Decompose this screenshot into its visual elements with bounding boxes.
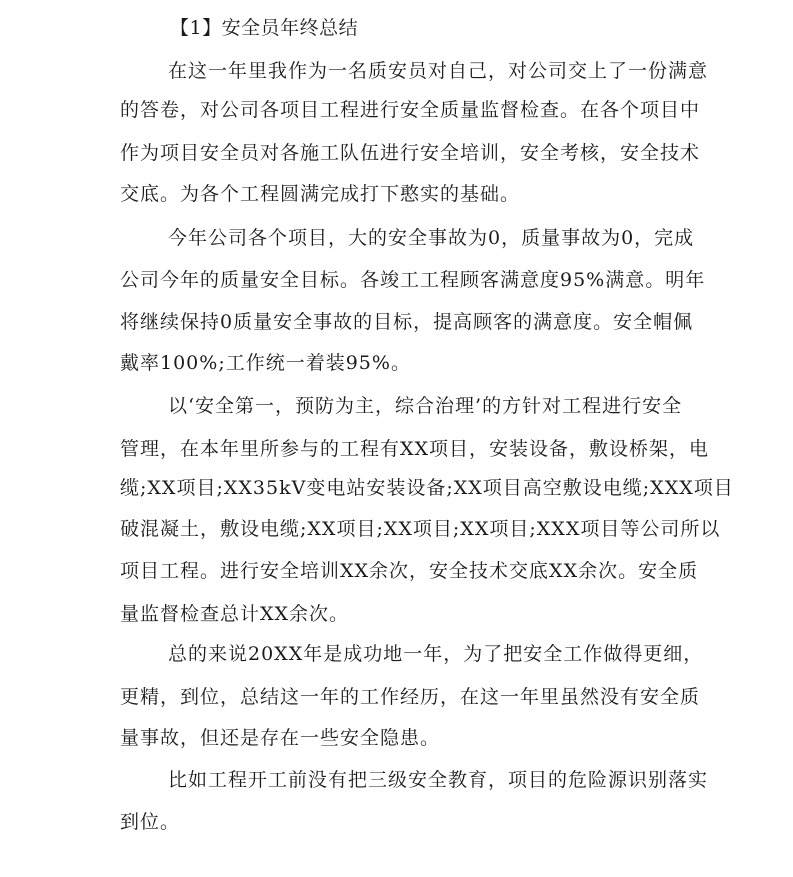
paragraph-5-line-2: 到位。 [120,811,181,833]
paragraph-4-line-3: 量事故，但还是存在一些安全隐患。 [120,727,441,749]
paragraph-2-line-2: 公司今年的质量安全目标。各竣工工程顾客满意度95%满意。明年 [120,269,706,291]
paragraph-3-line-1: 以‘安全第一，预防为主，综合治理’的方针对工程进行安全 [168,395,683,417]
paragraph-4-line-1: 总的来说20XX年是成功地一年，为了把安全工作做得更细， [168,643,704,665]
paragraph-1-line-3: 作为项目安全员对各施工队伍进行安全培训，安全考核，安全技术 [120,142,701,164]
paragraph-5-line-1: 比如工程开工前没有把三级安全教育，项目的危险源识别落实 [168,769,709,791]
paragraph-3-line-2: 管理，在本年里所参与的工程有XX项目，安装设备，敷设桥架，电 [120,438,710,460]
paragraph-4-line-2: 更精，到位，总结这一年的工作经历，在这一年里虽然没有安全质 [120,686,701,708]
document-title: 【1】安全员年终总结 [170,17,359,39]
paragraph-3-line-5: 项目工程。进行安全培训XX余次，安全技术交底XX余次。安全质 [120,560,699,582]
paragraph-1-line-2: 的答卷，对公司各项目工程进行安全质量监督检查。在各个项目中 [120,99,701,121]
paragraph-2-line-1: 今年公司各个项目，大的安全事故为0，质量事故为0，完成 [168,227,695,249]
paragraph-1-line-4: 交底。为各个工程圆满完成打下憨实的基础。 [120,183,521,205]
paragraph-3-line-4: 破混凝土，敷设电缆;XX项目;XX项目;XX项目;XXX项目等公司所以 [120,518,721,540]
paragraph-3-line-6: 量监督检查总计XX余次。 [120,603,350,625]
paragraph-3-line-3: 缆;XX项目;XX35kV变电站安装设备;XX项目高空敷设电缆;XXX项目 [120,477,734,499]
paragraph-1-line-1: 在这一年里我作为一名质安员对自己，对公司交上了一份满意 [168,60,709,82]
paragraph-2-line-4: 戴率100%;工作统一着装95%。 [120,352,411,374]
paragraph-2-line-3: 将继续保持0质量安全事故的目标，提高顾客的满意度。安全帽佩 [120,311,694,333]
